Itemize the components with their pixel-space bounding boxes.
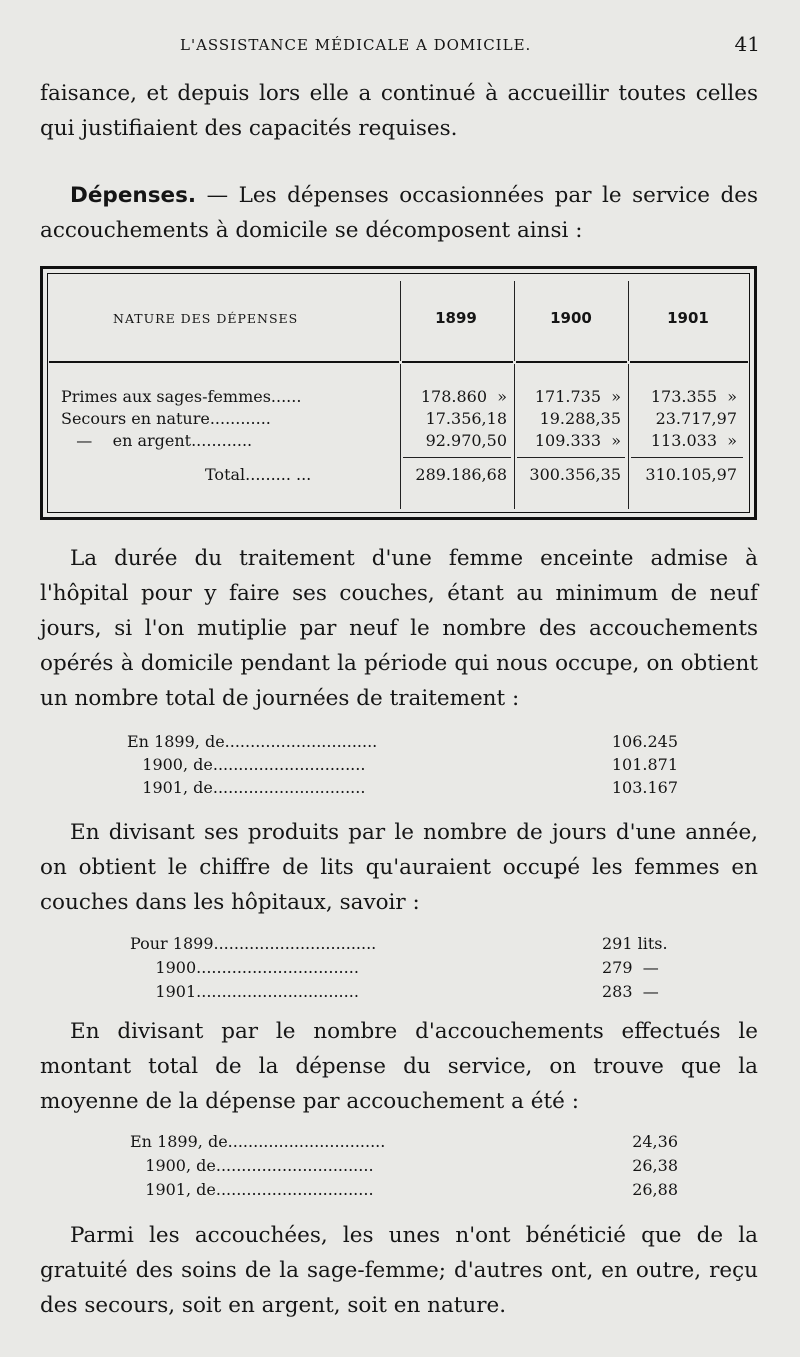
column-header-year: 1900 — [550, 309, 592, 327]
total-rule — [631, 457, 743, 458]
rule-gap — [513, 361, 516, 364]
paragraph-beds: En divisant ses produits par le nombre de jours d'une année, on obtient le chiffre de lits qu'auraient occupé les femmes en couches dans les hôpitaux, savoir : — [40, 820, 758, 915]
list-item-value: 101.871 — [611, 755, 678, 774]
table-cell: 17.356,18 — [425, 409, 507, 428]
list-item-label: En 1899, de.............................. — [127, 732, 378, 751]
list-item-value: 24,36 — [632, 1132, 678, 1151]
running-header — [180, 32, 760, 56]
column-header-year: 1899 — [435, 309, 477, 327]
list-item-label: 1900, de............................... — [130, 1156, 374, 1175]
total-rule — [403, 457, 511, 458]
paragraph-depenses-text: — Les dépenses occasionnées par le service des accouchements à domicile se décomposent ainsi : — [40, 183, 758, 243]
rule-gap — [399, 361, 402, 364]
total-rule — [517, 457, 625, 458]
list-item-label: En 1899, de............................... — [130, 1132, 386, 1151]
total-row-label: Total......... ... — [205, 465, 312, 484]
list-item-label: 1901................................ — [130, 982, 359, 1001]
list-item-value: 291 lits. — [602, 934, 668, 953]
paragraph-depenses — [40, 178, 758, 248]
list-item-label: 1900, de.............................. — [127, 755, 366, 774]
running-title: L'ASSISTANCE MÉDICALE A DOMICILE. — [180, 36, 532, 54]
rule-gap — [627, 361, 630, 364]
table-cell: 113.033 » — [650, 431, 737, 450]
row-label: Primes aux sages-femmes...... — [61, 387, 302, 406]
list-item-label: Pour 1899................................ — [130, 934, 377, 953]
table-cell: 171.735 » — [534, 387, 621, 406]
total-cell: 289.186,68 — [415, 465, 507, 484]
table-cell: 92.970,50 — [425, 431, 507, 450]
table-cell: 178.860 » — [420, 387, 507, 406]
list-item-value: 279 — — [602, 958, 659, 977]
paragraph-continuation: faisance, et depuis lors elle a continué à accueillir toutes celles qui justifiaient des capacités requises. — [40, 81, 758, 141]
list-item-label: 1901, de.............................. — [127, 778, 366, 797]
paragraph-beneficiaries: Parmi les accouchées, les unes n'ont bénéticié que de la gratuité des soins de la sage-femme; d'autres ont, en outre, reçu des secours, soit en argent, soit en nature. — [40, 1223, 758, 1318]
list-item-value: 26,38 — [632, 1156, 678, 1175]
row-label: — en argent............ — [61, 431, 253, 450]
list-item-label: 1901, de............................... — [130, 1180, 374, 1199]
paragraph-average-cost: En divisant par le nombre d'accouchements effectués le montant total de la dépense du service, on trouve que la moyenne de la dépense par accouchement a été : — [40, 1019, 758, 1114]
column-header-nature: NATURE DES DÉPENSES — [113, 311, 299, 326]
list-item-value: 26,88 — [632, 1180, 678, 1199]
section-heading-depenses: Dépenses. — [70, 183, 197, 208]
table-cell: 23.717,97 — [655, 409, 737, 428]
paragraph-treatment-duration: La durée du traitement d'une femme enceinte admise à l'hôpital pour y faire ses couches, étant au minimum de neuf jours, si l'on mutiplie par neuf le nombre des accouchements opérés à domicile pendant la période qui nous occupe, on obtient un nombre total de journées de traitement : — [40, 546, 758, 711]
table-cell: 19.288,35 — [539, 409, 621, 428]
column-divider — [514, 281, 515, 509]
table-cell: 109.333 » — [534, 431, 621, 450]
expense-table — [40, 266, 757, 520]
list-item-label: 1900................................ — [130, 958, 359, 977]
page-number: 41 — [734, 32, 760, 56]
total-cell: 310.105,97 — [645, 465, 737, 484]
list-item-value: 103.167 — [611, 778, 678, 797]
table-cell: 173.355 » — [650, 387, 737, 406]
list-item-value: 106.245 — [611, 732, 678, 751]
column-header-year: 1901 — [667, 309, 709, 327]
total-cell: 300.356,35 — [529, 465, 621, 484]
list-item-value: 283 — — [602, 982, 659, 1001]
column-divider — [628, 281, 629, 509]
row-label: Secours en nature............ — [61, 409, 271, 428]
